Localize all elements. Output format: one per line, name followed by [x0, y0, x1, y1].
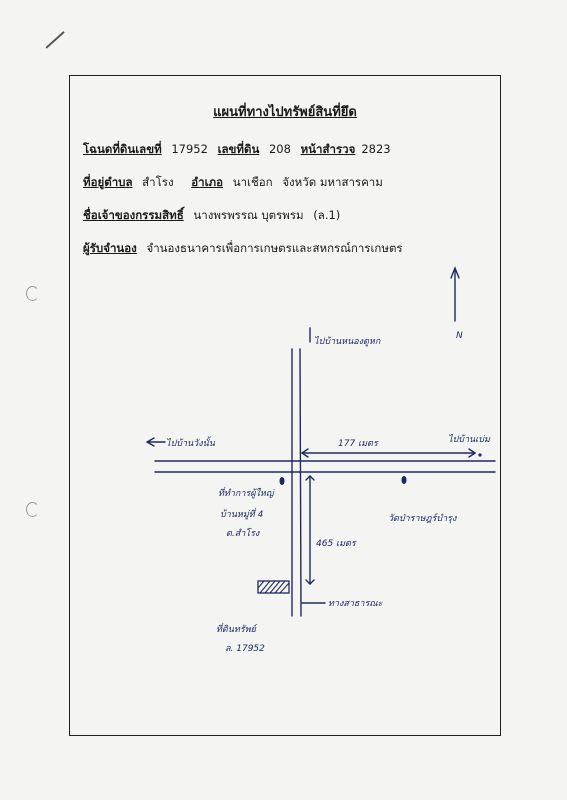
punch-hole-top — [26, 286, 39, 301]
temple-marker — [402, 476, 407, 484]
survey-page-label: หน้าสำรวจ — [300, 142, 356, 156]
page-title: แผนที่ทางไปทรัพย์สินที่ยึด — [213, 105, 357, 120]
mortgagee-label: ผู้รับจำนอง — [83, 241, 137, 255]
subdistrict-value: สำโรง — [142, 175, 174, 189]
to-west-label: ไปบ้านวังนั้น — [166, 439, 215, 449]
document-frame — [69, 75, 501, 736]
district-label: อำเภอ — [191, 175, 224, 189]
owner-suffix: (ล.1) — [313, 208, 341, 222]
district-value: นาเชือก — [232, 175, 273, 189]
to-north-label: ไปบ้านหนองตูหก — [314, 337, 381, 347]
distance-south-label: 465 เมตร — [316, 539, 356, 549]
property-label-line2: ล. 17952 — [225, 644, 265, 654]
north-label: N — [456, 331, 463, 341]
deed-label: โฉนดที่ดินเลขที่ — [83, 142, 162, 156]
property-hatching — [258, 581, 289, 593]
public-road-label: ทางสาธารณะ — [328, 599, 383, 609]
province-text: จังหวัด มหาสารคาม — [282, 175, 383, 189]
property-label-line1: ที่ดินทรัพย์ — [216, 625, 256, 635]
deed-number: 17952 — [171, 142, 208, 156]
hand-drawn-map — [70, 76, 500, 735]
landmark-west-line2: บ้านหมู่ที่ 4 — [220, 510, 264, 520]
road-ns-right-edge — [300, 349, 301, 616]
mortgagee-value: จำนองธนาคารเพื่อการเกษตรและสหกรณ์การเกษตร — [146, 241, 403, 255]
landmark-west-line3: ต.สำโรง — [226, 529, 260, 539]
village-office-marker — [280, 477, 285, 485]
land-number: 208 — [268, 142, 291, 156]
owner-name: นางพรพรรณ บุตรพรม — [193, 208, 304, 222]
subdistrict-label: ที่อยู่ตำบล — [83, 175, 133, 189]
east-end-marker — [478, 453, 481, 456]
property-parcel — [258, 581, 289, 593]
land-number-label: เลขที่ดิน — [217, 142, 260, 156]
to-east-label: ไปบ้านเบ่ม — [448, 435, 490, 445]
distance-east-label: 177 เมตร — [338, 439, 378, 449]
owner-label: ชื่อเจ้าของกรรมสิทธิ์ — [83, 208, 184, 222]
survey-page-number: 2823 — [361, 142, 391, 156]
punch-hole-bottom — [26, 502, 39, 517]
landmark-west-line1: ที่ทำการผู้ใหญ่ — [218, 489, 274, 499]
page-pen-mark — [45, 31, 64, 48]
landmark-east-label: วัดป่าราษฎร์บำรุง — [388, 514, 457, 524]
